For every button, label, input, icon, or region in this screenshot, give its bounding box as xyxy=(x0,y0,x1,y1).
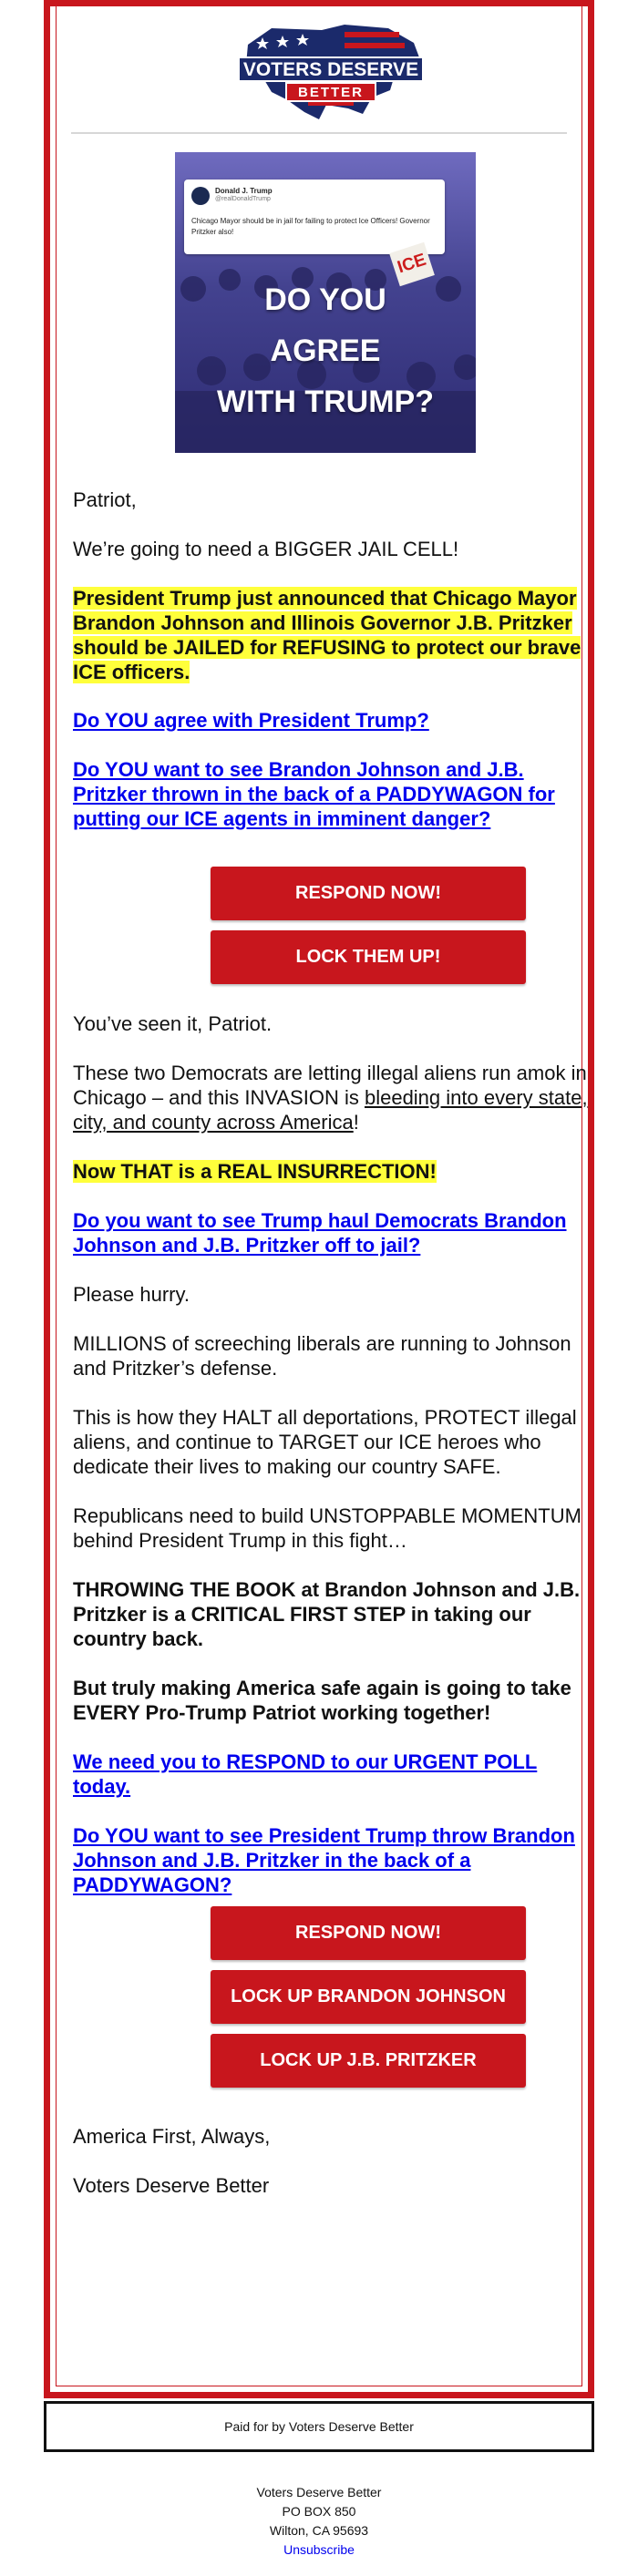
paragraph-seen-it: You’ve seen it, Patriot. xyxy=(73,1012,273,1035)
lock-up-pritzker-button[interactable]: LOCK UP J.B. PRITZKER xyxy=(211,2034,526,2088)
link-urgent-poll-wrap xyxy=(73,1750,591,1799)
logo-text-line2: BETTER xyxy=(298,85,364,100)
respond-now-button[interactable]: RESPOND NOW! xyxy=(211,867,526,920)
paid-for-disclaimer: Paid for by Voters Deserve Better xyxy=(44,2401,594,2452)
link-haul-to-jail-wrap xyxy=(73,1208,591,1257)
link-trump-paddywagon[interactable]: Do YOU want to see President Trump throw Brandon Johnson and J.B. Pritzker in the back of a PADDYWAGON? xyxy=(73,1824,575,1896)
link-trump-paddywagon-wrap xyxy=(73,1823,591,1897)
footer-org: Voters Deserve Better xyxy=(256,2485,382,2499)
tweet-author: Donald J. Trump xyxy=(215,187,273,195)
avatar xyxy=(191,187,210,205)
unsubscribe-link[interactable]: Unsubscribe xyxy=(283,2542,355,2557)
paragraph-millions: MILLIONS of screeching liberals are running to Johnson and Pritzker’s defense. xyxy=(73,1332,571,1380)
paragraph-bigger-jail-cell: We’re going to need a BIGGER JAIL CELL! xyxy=(73,538,459,560)
paragraph-halt-deportations: This is how they HALT all deportations, PROTECT illegal aliens, and continue to TARGET our ICE heroes who dedicate their lives to making our country SAFE. xyxy=(73,1406,577,1478)
invasion-underlined-text: bleeding into every state, city, and county across America xyxy=(73,1086,588,1134)
logo-text-line1: VOTERS DESERVE xyxy=(242,59,419,80)
greeting: Patriot, xyxy=(73,488,137,511)
invasion-text-end: ! xyxy=(353,1111,359,1134)
tweet-card xyxy=(184,180,445,254)
respond-now-button-2[interactable]: RESPOND NOW! xyxy=(211,1906,526,1960)
signature: Voters Deserve Better xyxy=(73,2174,270,2197)
link-urgent-poll[interactable]: We need you to RESPOND to our URGENT POLL today. xyxy=(73,1750,538,1798)
link-haul-to-jail[interactable]: Do you want to see Trump haul Democrats Brandon Johnson and J.B. Pritzker off to jail? xyxy=(73,1209,567,1257)
link-agree-with-trump[interactable]: Do YOU agree with President Trump? xyxy=(73,709,429,732)
footer xyxy=(0,2483,638,2560)
paragraph-momentum: Republicans need to build UNSTOPPABLE MOMENTUM behind President Trump in this fight… xyxy=(73,1504,581,1552)
hero-headline-3: WITH TRUMP? xyxy=(217,385,434,419)
footer-city: Wilton, CA 95693 xyxy=(269,2523,369,2538)
highlighted-announcement: President Trump just announced that Chicago Mayor Brandon Johnson and Illinois Governor J.B. Pritzker should be JAILED for REFUSING to protect our brave ICE officers. xyxy=(73,587,581,683)
link-paddywagon[interactable]: Do YOU want to see Brandon Johnson and J.B. Pritzker thrown in the back of a PADDYWAGON for putting our ICE agents in imminent danger? xyxy=(73,758,555,830)
footer-po-box: PO BOX 850 xyxy=(282,2504,356,2519)
link-paddywagon-wrap xyxy=(73,757,591,831)
header-divider xyxy=(71,132,567,134)
link-agree-with-trump-wrap xyxy=(73,708,591,733)
lock-up-brandon-johnson-button[interactable]: LOCK UP BRANDON JOHNSON xyxy=(211,1970,526,2024)
paragraph-invasion xyxy=(73,1061,591,1134)
paragraph-insurrection xyxy=(73,1159,591,1184)
paragraph-please-hurry: Please hurry. xyxy=(73,1283,190,1306)
paragraph-every-patriot: But truly making America safe again is going to take EVERY Pro-Trump Patriot working together! xyxy=(73,1677,571,1724)
email-frame xyxy=(44,0,594,2398)
lock-them-up-button[interactable]: LOCK THEM UP! xyxy=(211,930,526,984)
tweet-text: Chicago Mayor should be in jail for failing to protect Ice Officers! Governor Pritzker also! xyxy=(191,217,430,236)
paragraph-throwing-the-book: THROWING THE BOOK at Brandon Johnson and J.B. Pritzker is a CRITICAL FIRST STEP in taking our country back. xyxy=(73,1578,581,1650)
hero-headline-2: AGREE xyxy=(270,334,381,368)
signoff: America First, Always, xyxy=(73,2125,271,2148)
hero-headline-1: DO YOU xyxy=(264,282,386,317)
voters-deserve-better-logo xyxy=(235,17,427,134)
hero-image[interactable] xyxy=(175,152,476,453)
highlighted-insurrection: Now THAT is a REAL INSURRECTION! xyxy=(73,1160,437,1183)
email-inner-border xyxy=(56,6,588,2386)
tweet-handle: @realDonaldTrump xyxy=(215,196,271,202)
paragraph-announcement xyxy=(73,586,591,684)
invasion-text: These two Democrats are letting illegal aliens run amok in Chicago – and this INVASION is xyxy=(73,1062,587,1109)
sign-text: ICE xyxy=(395,250,429,278)
